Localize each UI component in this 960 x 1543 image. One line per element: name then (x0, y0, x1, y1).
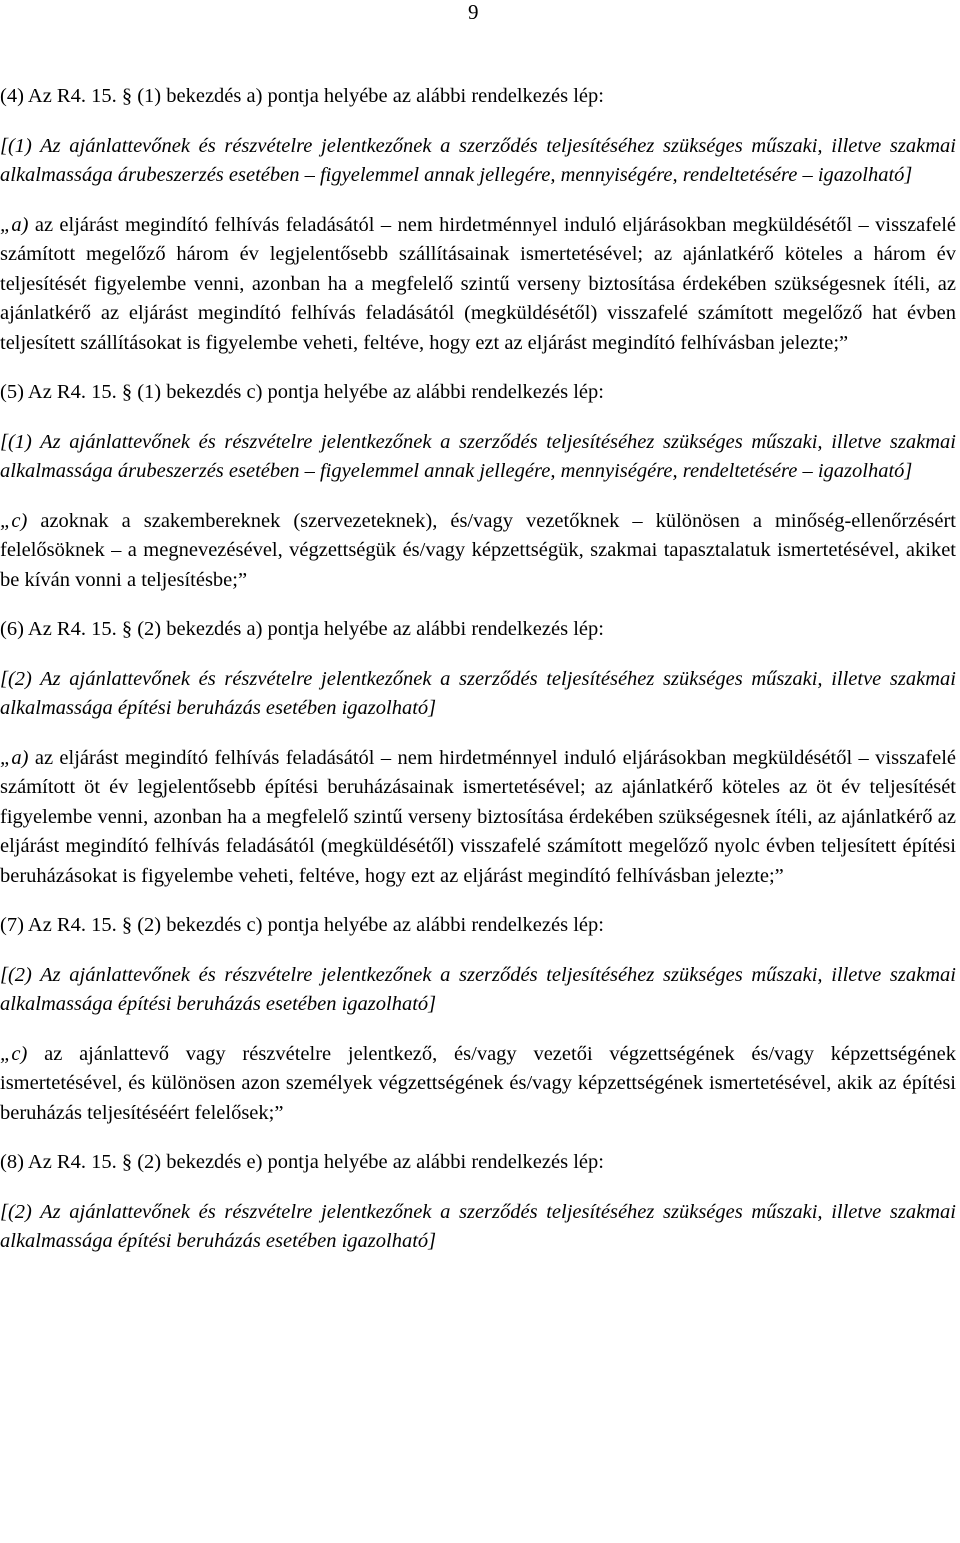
amendment-instruction: (8) Az R4. 15. § (2) bekezdés e) pontja helyébe az alábbi rendelkezés lép: (0, 1151, 604, 1173)
amendment-instruction: (4) Az R4. 15. § (1) bekezdés a) pontja helyébe az alábbi rendelkezés lép: (0, 85, 604, 107)
section-6 (0, 615, 956, 891)
context-paragraph: [(1) Az ajánlattevőnek és részvételre jelentkezőnek a szerződés teljesítéséhez szükséges műszaki, illetve szakmai alkalmassága árubeszerzés esetében – figyelemmel annak jellegére, mennyiségére, rendeltetésére – igazolható] (0, 134, 956, 186)
context-paragraph: [(2) Az ajánlattevőnek és részvételre jelentkezőnek a szerződés teljesítéséhez szükséges műszaki, illetve szakmai alkalmassága építési beruházás esetében igazolható] (0, 667, 956, 719)
provision-text: az ajánlattevő vagy részvételre jelentkező, és/vagy vezetői végzettségének és/vagy képzettségének ismertetésével, és különösen azon személyek végzettségének és/vagy képzettségének ismertetésével, akik az építési beruházás teljesítéséért felelősek;” (0, 1042, 956, 1124)
provision-text: az eljárást megindító felhívás feladásától – nem hirdetménnyel induló eljárásokban megküldésétől – visszafelé számított öt év legjelentősebb építési beruházásainak ismertetésével; az ajánlatkérő köteles az öt év teljesítését figyelembe venni, azonban ha a megfelelő szintű verseny biztosítása érdekében szükségesnek ítéli, az ajánlatkérő az eljárást megindító felhívás feladásától (megküldésétől) visszafelé számított megelőző nyolc évben teljesített építési beruházásokat is figyelembe veheti, feltéve, hogy ezt az eljárást megindító felhívásban jelezte;” (0, 746, 956, 887)
new-provision (0, 744, 956, 892)
new-provision (0, 1040, 956, 1129)
section-5 (0, 378, 956, 595)
context-paragraph: [(1) Az ajánlattevőnek és részvételre jelentkezőnek a szerződés teljesítéséhez szükséges műszaki, illetve szakmai alkalmassága árubeszerzés esetében – figyelemmel annak jellegére, mennyiségére, rendeltetésére – igazolható] (0, 430, 956, 482)
provision-text: azoknak a szakembereknek (szervezeteknek), és/vagy vezetőknek – különösen a minőség-ellenőrzésért felelősöknek – a megnevezésével, végzettségük és/vagy képzettségük, szakmai tapasztalatuk ismertetésével, akiket be kíván vonni a teljesítésbe;” (0, 509, 956, 591)
point-label: „a) (0, 213, 29, 236)
new-provision (0, 507, 956, 596)
amendment-instruction: (5) Az R4. 15. § (1) bekezdés c) pontja helyébe az alábbi rendelkezés lép: (0, 381, 604, 403)
point-label: „c) (0, 509, 28, 532)
point-label: „a) (0, 746, 29, 769)
new-provision (0, 211, 956, 359)
amendment-instruction: (7) Az R4. 15. § (2) bekezdés c) pontja helyébe az alábbi rendelkezés lép: (0, 914, 604, 936)
page-number: 9 (468, 0, 479, 24)
context-paragraph: [(2) Az ajánlattevőnek és részvételre jelentkezőnek a szerződés teljesítéséhez szükséges műszaki, illetve szakmai alkalmassága építési beruházás esetében igazolható] (0, 1200, 956, 1252)
provision-text: az eljárást megindító felhívás feladásától – nem hirdetménnyel induló eljárásokban megküldésétől – visszafelé számított megelőző három év legjelentősebb szállításainak ismertetésével; az ajánlatkérő köteles a három év teljesítését figyelembe venni, azonban ha a megfelelő szintű verseny biztosítása érdekében szükségesnek ítéli, az ajánlatkérő az eljárást megindító felhívás feladásától (megküldésétől) visszafelé számított megelőző hat évben teljesített szállításokat is figyelembe veheti, feltéve, hogy ezt az eljárást megindító felhívásban jelezte;” (0, 213, 956, 354)
section-4 (0, 82, 956, 358)
section-8 (0, 1148, 956, 1257)
section-7 (0, 911, 956, 1128)
document-body (0, 82, 956, 1277)
point-label: „c) (0, 1042, 28, 1065)
context-paragraph: [(2) Az ajánlattevőnek és részvételre jelentkezőnek a szerződés teljesítéséhez szükséges műszaki, illetve szakmai alkalmassága építési beruházás esetében igazolható] (0, 963, 956, 1015)
amendment-instruction: (6) Az R4. 15. § (2) bekezdés a) pontja helyébe az alábbi rendelkezés lép: (0, 618, 604, 640)
